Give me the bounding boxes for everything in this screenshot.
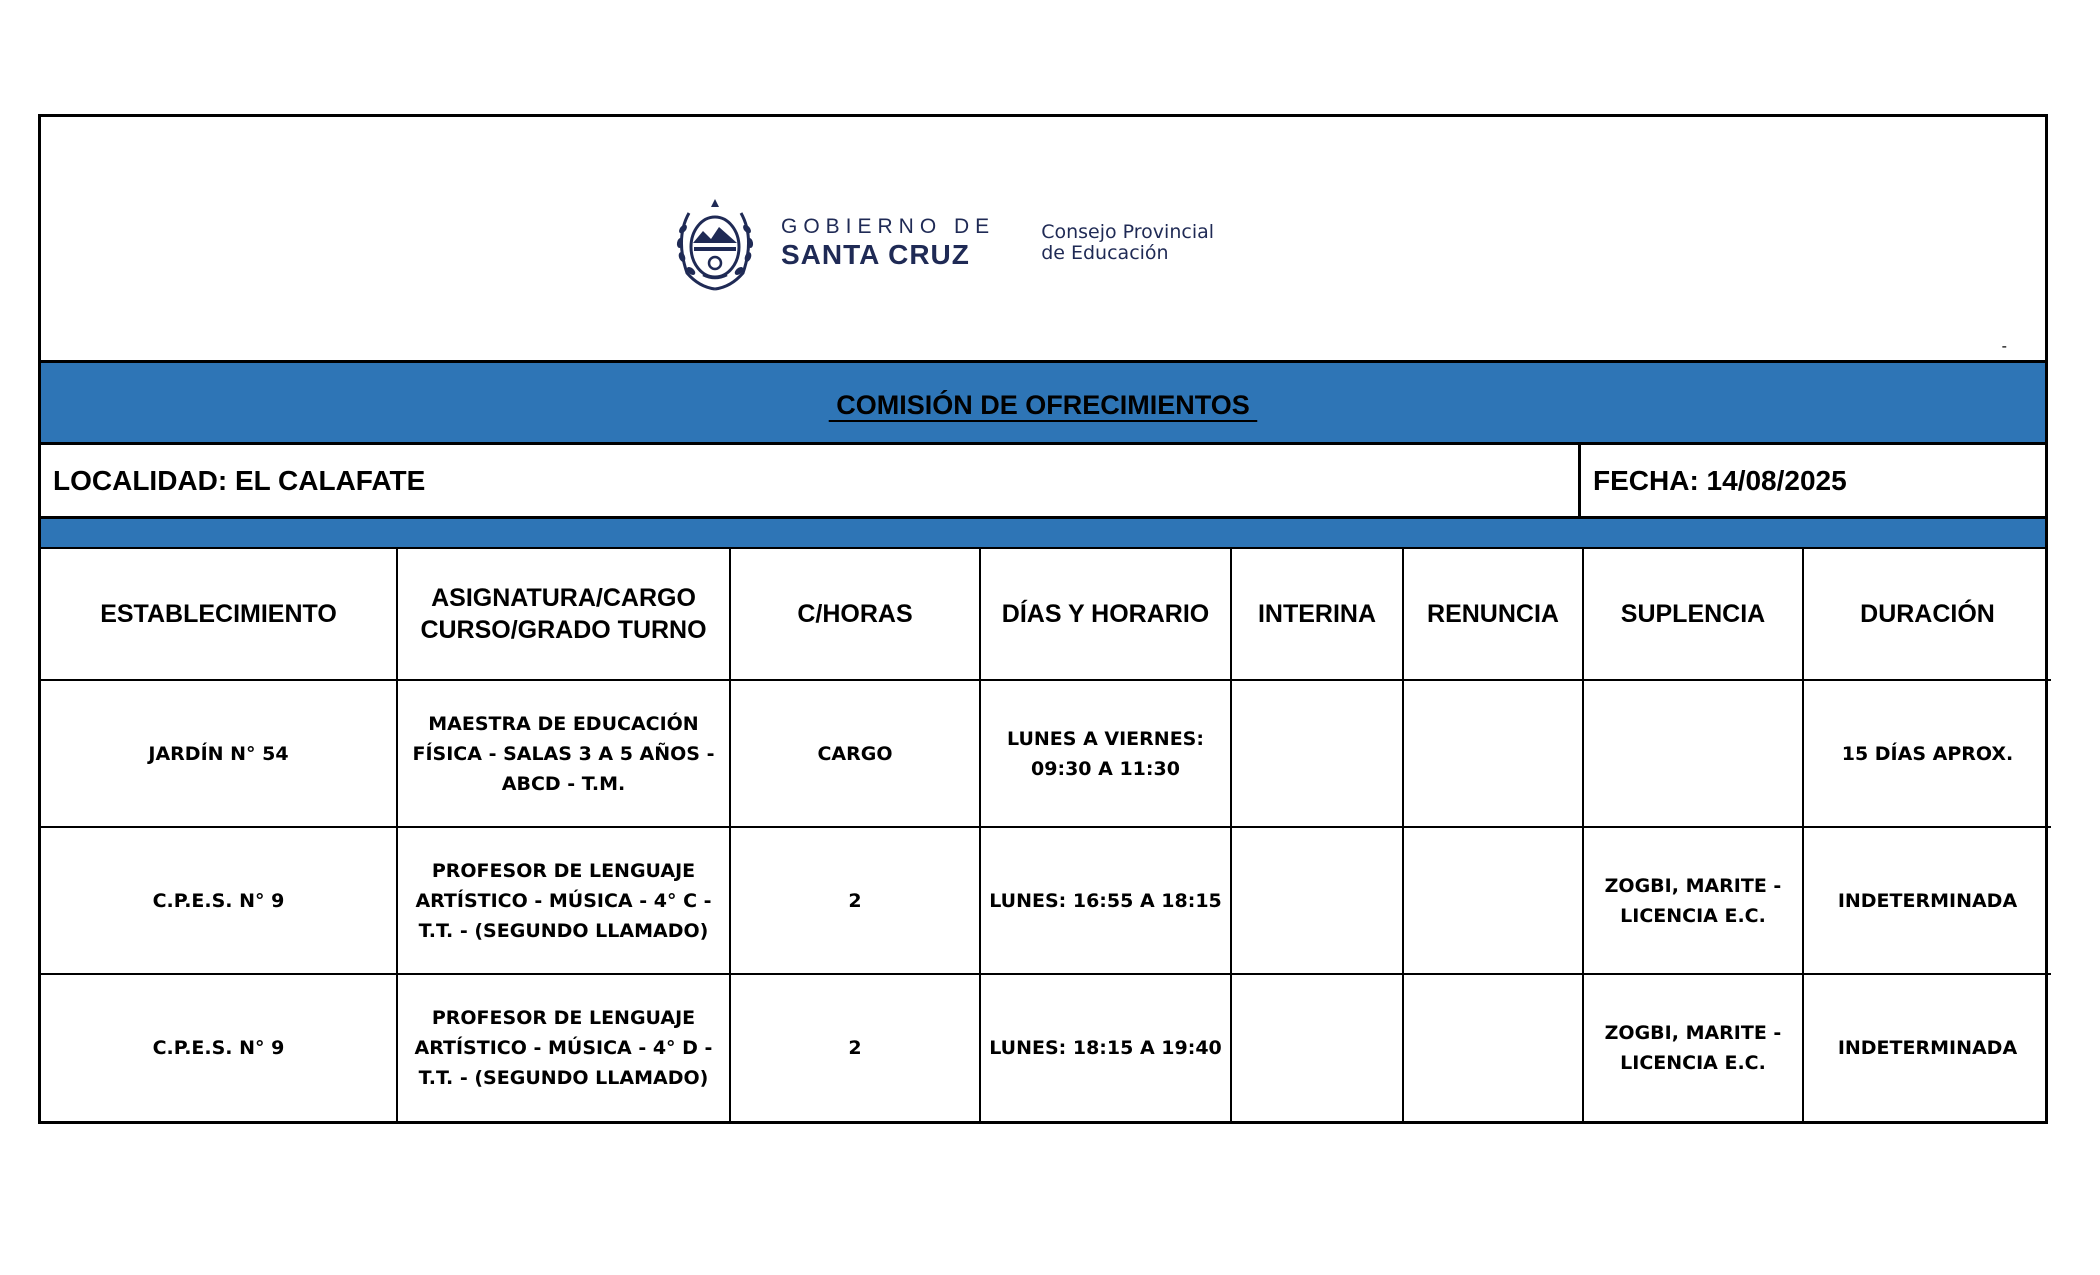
- council-line-2: de Educación: [1041, 242, 1169, 264]
- table-cell: PROFESOR DE LENGUAJE ARTÍSTICO - MÚSICA - 4° D - T.T. - (SEGUNDO LLAMADO): [397, 974, 730, 1121]
- table-cell: LUNES: 16:55 A 18:15: [980, 827, 1231, 974]
- column-header: DÍAS Y HORARIO: [980, 549, 1231, 680]
- column-header: RENUNCIA: [1403, 549, 1583, 680]
- column-header: ASIGNATURA/CARGO CURSO/GRADO TURNO: [397, 549, 730, 680]
- table-cell: [1403, 974, 1583, 1121]
- column-header: SUPLENCIA: [1583, 549, 1803, 680]
- table-cell: C.P.E.S. N° 9: [41, 974, 397, 1121]
- column-header: C/HORAS: [730, 549, 980, 680]
- logo-line-1: GOBIERNO DE: [781, 215, 996, 238]
- table-cell: LUNES: 18:15 A 19:40: [980, 974, 1231, 1121]
- table-row: [41, 974, 2051, 1121]
- table-cell: [1231, 827, 1403, 974]
- header-box: [41, 117, 2045, 363]
- table-cell: CARGO: [730, 680, 980, 827]
- info-row: [41, 445, 2045, 519]
- council-line-1: Consejo Provincial: [1041, 221, 1215, 243]
- table-cell: [1403, 680, 1583, 827]
- title-band: [41, 363, 2045, 445]
- table-cell: [1583, 680, 1803, 827]
- government-logo: [669, 191, 1214, 295]
- offer-sheet: [38, 114, 2048, 1124]
- government-name: [781, 215, 995, 271]
- table-cell: INDETERMINADA: [1803, 974, 2051, 1121]
- separator-band: [41, 519, 2045, 549]
- table-header-row: [41, 549, 2051, 680]
- table-cell: [1231, 680, 1403, 827]
- column-header: DURACIÓN: [1803, 549, 2051, 680]
- table-cell: ZOGBI, MARITE - LICENCIA E.C.: [1583, 974, 1803, 1121]
- table-row: [41, 680, 2051, 827]
- date-label: FECHA: 14/08/2025: [1593, 464, 1847, 496]
- table-cell: PROFESOR DE LENGUAJE ARTÍSTICO - MÚSICA - 4° C - T.T. - (SEGUNDO LLAMADO): [397, 827, 730, 974]
- table-cell: 2: [730, 827, 980, 974]
- table-cell: ZOGBI, MARITE - LICENCIA E.C.: [1583, 827, 1803, 974]
- page-title: COMISIÓN DE OFRECIMIENTOS: [828, 390, 1258, 420]
- corner-mark: -: [2001, 338, 2007, 355]
- table-cell: 15 DÍAS APROX.: [1803, 680, 2051, 827]
- table-cell: LUNES A VIERNES: 09:30 A 11:30: [980, 680, 1231, 827]
- column-header: ESTABLECIMIENTO: [41, 549, 397, 680]
- table-cell: MAESTRA DE EDUCACIÓN FÍSICA - SALAS 3 A 5 AÑOS - ABCD - T.M.: [397, 680, 730, 827]
- table-cell: C.P.E.S. N° 9: [41, 827, 397, 974]
- santa-cruz-seal-icon: [669, 193, 761, 293]
- table-cell: [1231, 974, 1403, 1121]
- table-cell: [1403, 827, 1583, 974]
- logo-line-2: SANTA CRUZ: [781, 239, 970, 270]
- table-cell: 2: [730, 974, 980, 1121]
- table-cell: JARDÍN N° 54: [41, 680, 397, 827]
- table-cell: INDETERMINADA: [1803, 827, 2051, 974]
- locality-label: LOCALIDAD: EL CALAFATE: [41, 445, 1581, 516]
- table-row: [41, 827, 2051, 974]
- offers-table: [41, 549, 2051, 1121]
- council-name: [1041, 222, 1214, 264]
- column-header: INTERINA: [1231, 549, 1403, 680]
